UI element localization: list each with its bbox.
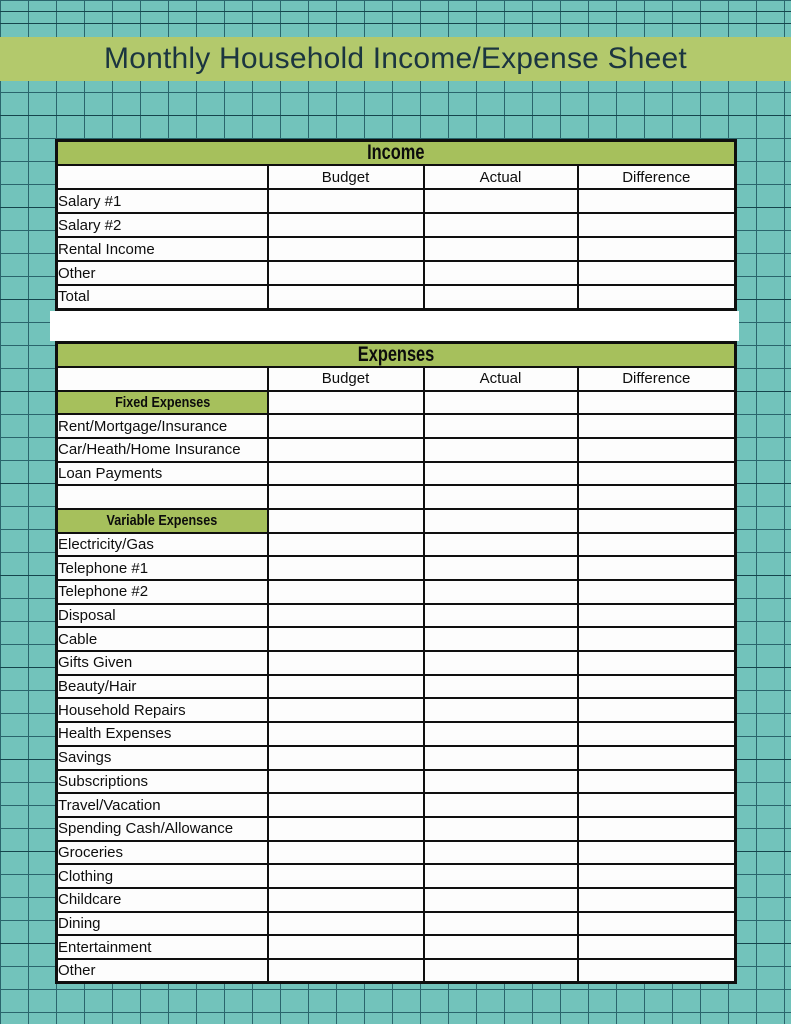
budget-cell[interactable] [268, 462, 424, 486]
budget-cell[interactable] [268, 509, 424, 533]
expenses-table [55, 341, 737, 985]
budget-cell[interactable] [268, 237, 424, 261]
table-row [57, 261, 736, 285]
section-header-label: Variable Expenses [106, 512, 218, 530]
actual-cell[interactable] [424, 261, 578, 285]
budget-cell[interactable] [268, 533, 424, 557]
table-row [57, 556, 736, 580]
row-label-cell: Other [57, 959, 268, 983]
difference-cell[interactable] [578, 627, 736, 651]
difference-cell[interactable] [578, 698, 736, 722]
actual-cell[interactable] [424, 627, 578, 651]
row-label-cell: Rental Income [57, 237, 268, 261]
row-label-cell: Household Repairs [57, 698, 268, 722]
budget-cell[interactable] [268, 817, 424, 841]
budget-cell[interactable] [268, 213, 424, 237]
difference-cell[interactable] [578, 509, 736, 533]
budget-cell[interactable] [268, 722, 424, 746]
budget-cell[interactable] [268, 888, 424, 912]
difference-cell[interactable] [578, 285, 736, 309]
row-label-cell: Car/Heath/Home Insurance [57, 438, 268, 462]
actual-cell[interactable] [424, 580, 578, 604]
table-row [57, 604, 736, 628]
blank-label-cell[interactable] [57, 485, 268, 509]
actual-cell[interactable] [424, 509, 578, 533]
difference-cell[interactable] [578, 841, 736, 865]
difference-cell[interactable] [578, 485, 736, 509]
table-row [57, 509, 736, 533]
actual-cell[interactable] [424, 817, 578, 841]
table-row [57, 817, 736, 841]
row-label-cell: Total [57, 285, 268, 309]
table-row [57, 793, 736, 817]
budget-cell[interactable] [268, 698, 424, 722]
expenses-section-header [57, 342, 736, 367]
income-section-header [57, 141, 736, 166]
row-label-cell: Salary #2 [57, 213, 268, 237]
column-header-difference: Difference [578, 165, 736, 189]
column-header-budget: Budget [268, 367, 424, 391]
difference-cell[interactable] [578, 604, 736, 628]
row-label-cell: Travel/Vacation [57, 793, 268, 817]
budget-cell[interactable] [268, 770, 424, 794]
difference-cell[interactable] [578, 651, 736, 675]
row-label-cell: Subscriptions [57, 770, 268, 794]
row-label-cell: Health Expenses [57, 722, 268, 746]
row-label-cell: Spending Cash/Allowance [57, 817, 268, 841]
budget-cell[interactable] [268, 841, 424, 865]
actual-cell[interactable] [424, 391, 578, 415]
table-row [57, 237, 736, 261]
difference-cell[interactable] [578, 888, 736, 912]
table-row [57, 438, 736, 462]
actual-cell[interactable] [424, 793, 578, 817]
section-header-label: Fixed Expenses [114, 393, 210, 411]
budget-cell[interactable] [268, 651, 424, 675]
budget-cell[interactable] [268, 261, 424, 285]
table-row [57, 959, 736, 983]
actual-cell[interactable] [424, 651, 578, 675]
row-label-header [57, 367, 268, 391]
budget-cell[interactable] [268, 285, 424, 309]
table-row [57, 285, 736, 309]
table-row [57, 722, 736, 746]
table-row [57, 533, 736, 557]
income-section-band [57, 141, 736, 166]
expenses-section-title: Expenses [357, 342, 435, 366]
difference-cell[interactable] [578, 261, 736, 285]
row-label-cell: Dining [57, 912, 268, 936]
actual-cell[interactable] [424, 912, 578, 936]
page-title: Monthly Household Income/Expense Sheet [104, 42, 687, 75]
budget-cell[interactable] [268, 675, 424, 699]
actual-cell[interactable] [424, 604, 578, 628]
budget-cell[interactable] [268, 935, 424, 959]
actual-cell[interactable] [424, 213, 578, 237]
expenses-column-header-row [57, 367, 736, 391]
actual-cell[interactable] [424, 414, 578, 438]
row-label-cell: Loan Payments [57, 462, 268, 486]
difference-cell[interactable] [578, 959, 736, 983]
actual-cell[interactable] [424, 959, 578, 983]
difference-cell[interactable] [578, 770, 736, 794]
budget-cell[interactable] [268, 793, 424, 817]
budget-cell[interactable] [268, 438, 424, 462]
table-row [57, 414, 736, 438]
actual-cell[interactable] [424, 485, 578, 509]
expenses-section-band [57, 342, 736, 367]
difference-cell[interactable] [578, 462, 736, 486]
section-spacer [50, 311, 739, 341]
difference-cell[interactable] [578, 864, 736, 888]
difference-cell[interactable] [578, 675, 736, 699]
actual-cell[interactable] [424, 533, 578, 557]
row-label-cell: Savings [57, 746, 268, 770]
row-label-cell: Entertainment [57, 935, 268, 959]
table-row [57, 675, 736, 699]
budget-cell[interactable] [268, 189, 424, 213]
actual-cell[interactable] [424, 746, 578, 770]
column-header-actual: Actual [424, 165, 578, 189]
title-banner [0, 37, 791, 81]
table-row [57, 888, 736, 912]
actual-cell[interactable] [424, 864, 578, 888]
actual-cell[interactable] [424, 462, 578, 486]
difference-cell[interactable] [578, 533, 736, 557]
difference-cell[interactable] [578, 189, 736, 213]
row-label-cell: Gifts Given [57, 651, 268, 675]
actual-cell[interactable] [424, 438, 578, 462]
difference-cell[interactable] [578, 414, 736, 438]
budget-cell[interactable] [268, 556, 424, 580]
table-row [57, 935, 736, 959]
row-label-cell: Beauty/Hair [57, 675, 268, 699]
difference-cell[interactable] [578, 935, 736, 959]
table-row [57, 841, 736, 865]
budget-sheet [55, 139, 734, 984]
table-row [57, 698, 736, 722]
budget-cell[interactable] [268, 627, 424, 651]
difference-cell[interactable] [578, 213, 736, 237]
budget-cell[interactable] [268, 485, 424, 509]
budget-cell[interactable] [268, 746, 424, 770]
row-label-cell: Other [57, 261, 268, 285]
row-label-header [57, 165, 268, 189]
actual-cell[interactable] [424, 722, 578, 746]
table-row [57, 912, 736, 936]
actual-cell[interactable] [424, 285, 578, 309]
actual-cell[interactable] [424, 237, 578, 261]
budget-cell[interactable] [268, 414, 424, 438]
income-column-header-row [57, 165, 736, 189]
actual-cell[interactable] [424, 888, 578, 912]
difference-cell[interactable] [578, 391, 736, 415]
row-label-cell: Disposal [57, 604, 268, 628]
section-header-cell [57, 391, 268, 415]
budget-cell[interactable] [268, 959, 424, 983]
row-label-cell: Clothing [57, 864, 268, 888]
column-header-difference: Difference [578, 367, 736, 391]
budget-cell[interactable] [268, 391, 424, 415]
column-header-budget: Budget [268, 165, 424, 189]
column-header-actual: Actual [424, 367, 578, 391]
difference-cell[interactable] [578, 722, 736, 746]
table-row [57, 627, 736, 651]
table-row [57, 213, 736, 237]
budget-cell[interactable] [268, 864, 424, 888]
table-row [57, 651, 736, 675]
actual-cell[interactable] [424, 841, 578, 865]
difference-cell[interactable] [578, 793, 736, 817]
budget-cell[interactable] [268, 912, 424, 936]
difference-cell[interactable] [578, 438, 736, 462]
actual-cell[interactable] [424, 675, 578, 699]
difference-cell[interactable] [578, 556, 736, 580]
difference-cell[interactable] [578, 912, 736, 936]
row-label-cell: Cable [57, 627, 268, 651]
income-section-title: Income [367, 141, 425, 164]
actual-cell[interactable] [424, 698, 578, 722]
row-label-cell: Rent/Mortgage/Insurance [57, 414, 268, 438]
table-row [57, 770, 736, 794]
difference-cell[interactable] [578, 580, 736, 604]
difference-cell[interactable] [578, 817, 736, 841]
row-label-cell: Groceries [57, 841, 268, 865]
income-table [55, 139, 737, 311]
difference-cell[interactable] [578, 237, 736, 261]
row-label-cell: Childcare [57, 888, 268, 912]
budget-cell[interactable] [268, 580, 424, 604]
table-row [57, 864, 736, 888]
table-row [57, 462, 736, 486]
actual-cell[interactable] [424, 189, 578, 213]
actual-cell[interactable] [424, 935, 578, 959]
row-label-cell: Telephone #1 [57, 556, 268, 580]
table-row [57, 391, 736, 415]
table-row [57, 746, 736, 770]
table-row [57, 485, 736, 509]
table-row [57, 580, 736, 604]
difference-cell[interactable] [578, 746, 736, 770]
budget-cell[interactable] [268, 604, 424, 628]
row-label-cell: Salary #1 [57, 189, 268, 213]
row-label-cell: Electricity/Gas [57, 533, 268, 557]
table-row [57, 189, 736, 213]
actual-cell[interactable] [424, 770, 578, 794]
actual-cell[interactable] [424, 556, 578, 580]
row-label-cell: Telephone #2 [57, 580, 268, 604]
section-header-cell [57, 509, 268, 533]
